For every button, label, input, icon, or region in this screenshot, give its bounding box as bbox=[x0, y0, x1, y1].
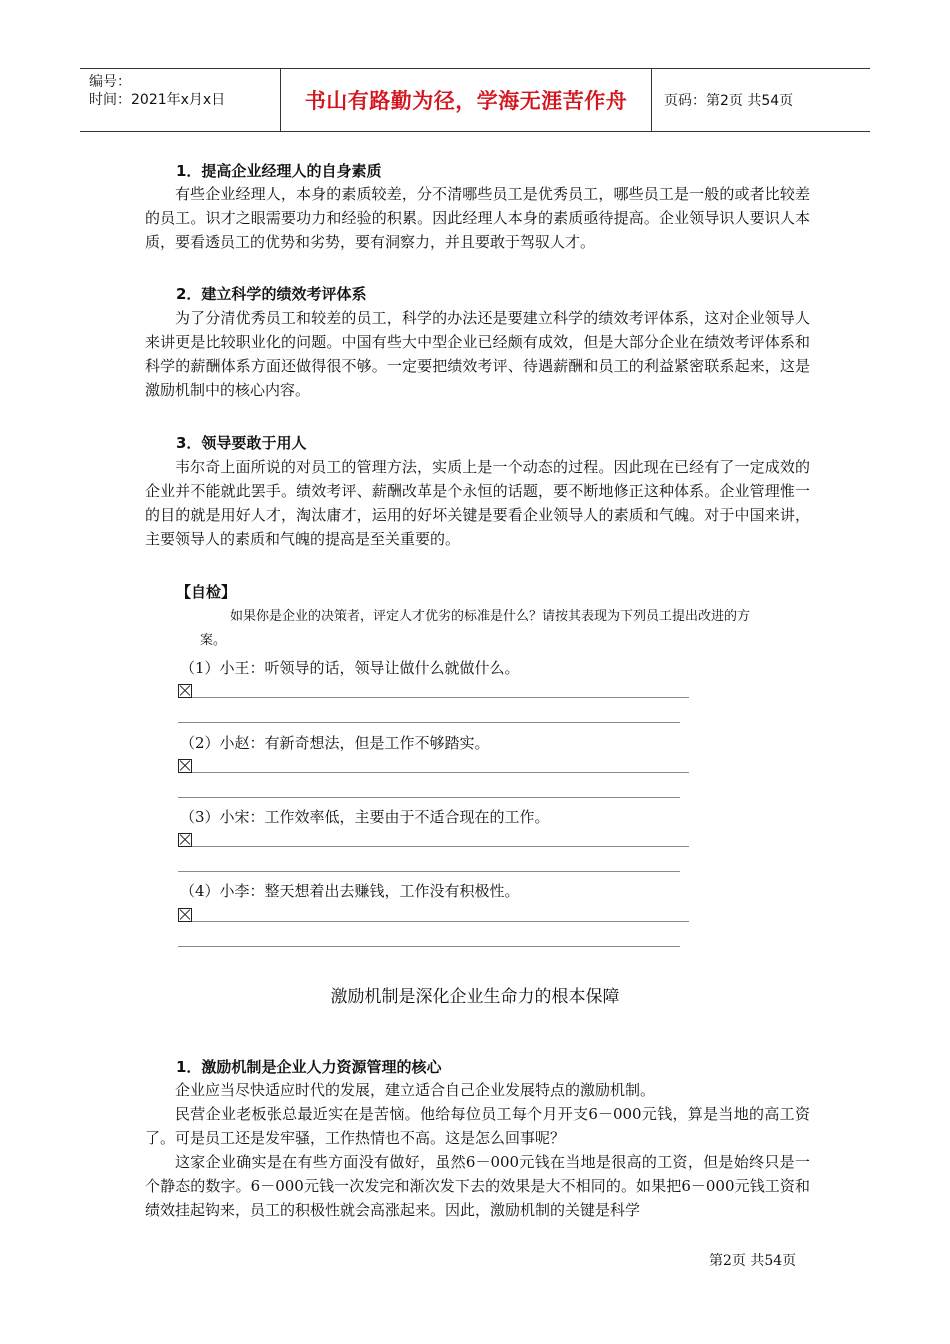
article-paragraph: 这家企业确实是在有些方面没有做好，虽然6－000元钱在当地是很高的工资，但是始终只是一个静态的数字。6－000元钱一次发完和渐次发下去的效果是大不相同的。如果把6－000元钱工资和绩效挂起钩来，员工的积极性就会高涨起来。因此，激励机制的关键是科学 bbox=[145, 1153, 810, 1219]
checkbox-icon[interactable] bbox=[178, 908, 192, 922]
answer-line[interactable] bbox=[178, 797, 680, 798]
time-label: 时间：2021年x月x日 bbox=[89, 92, 226, 108]
checkbox-icon[interactable] bbox=[178, 684, 192, 698]
self-check-item: （3）小宋：工作效率低，主要由于不适合现在的工作。 bbox=[180, 808, 550, 826]
answer-line[interactable] bbox=[178, 871, 680, 872]
article-title: 激励机制是深化企业生命力的根本保障 bbox=[330, 987, 620, 1007]
page-code: 页码：第2页 共54页 bbox=[664, 93, 794, 109]
page-footer: 第2页 共54页 bbox=[709, 1253, 797, 1269]
article-heading: 1．激励机制是企业人力资源管理的核心 bbox=[176, 1058, 442, 1076]
document-header bbox=[80, 68, 870, 132]
self-check-title: 【自检】 bbox=[176, 583, 237, 601]
answer-line[interactable] bbox=[178, 722, 680, 723]
self-check-item: （4）小李：整天想着出去赚钱，工作没有积极性。 bbox=[180, 882, 520, 900]
self-check-item: （2）小赵：有新奇想法，但是工作不够踏实。 bbox=[180, 734, 490, 752]
article-paragraph: 民营企业老板张总最近实在是苦恼。他给每位员工每个月开支6－000元钱，算是当地的高工资了。可是员工还是发牢骚，工作热情也不高。这是怎么回事呢？ bbox=[145, 1105, 810, 1147]
section-heading: 1．提高企业经理人的自身素质 bbox=[176, 162, 382, 180]
section-paragraph: 为了分清优秀员工和较差的员工，科学的办法还是要建立科学的绩效考评体系，这对企业领导人来讲更是比较职业化的问题。中国有些大中型企业已经颇有成效，但是大部分企业在绩效考评体系和科学的薪酬体系方面还做得很不够。一定要把绩效考评、待遇薪酬和员工的利益紧密联系起来，这是激励机制中的核心内容。 bbox=[145, 309, 810, 399]
answer-line[interactable] bbox=[178, 946, 680, 947]
self-check-item: （1）小王：听领导的话，领导让做什么就做什么。 bbox=[180, 659, 520, 677]
answer-line[interactable] bbox=[192, 697, 689, 698]
self-check-question: 如果你是企业的决策者，评定人才优劣的标准是什么？请按其表现为下列员工提出改进的方案。 bbox=[200, 609, 751, 648]
header-motto-cell bbox=[281, 69, 652, 131]
answer-line[interactable] bbox=[192, 921, 689, 922]
article-paragraph: 企业应当尽快适应时代的发展，建立适合自己企业发展特点的激励机制。 bbox=[175, 1081, 656, 1099]
checkbox-icon[interactable] bbox=[178, 833, 192, 847]
number-label: 编号： bbox=[89, 74, 131, 90]
motto: 书山有路勤为径，学海无涯苦作舟 bbox=[304, 89, 628, 113]
section-paragraph: 有些企业经理人，本身的素质较差，分不清哪些员工是优秀员工，哪些员工是一般的或者比较差的员工。识才之眼需要功力和经验的积累。因此经理人本身的素质亟待提高。企业领导识人要识人本质，要看透员工的优势和劣势，要有洞察力，并且要敢于驾驭人才。 bbox=[145, 185, 810, 251]
header-page-cell bbox=[652, 69, 870, 131]
section-paragraph: 韦尔奇上面所说的对员工的管理方法，实质上是一个动态的过程。因此现在已经有了一定成效的企业并不能就此罢手。绩效考评、薪酬改革是个永恒的话题，要不断地修正这种体系。企业管理惟一的目的就是用好人才，淘汰庸才，运用的好坏关键是要看企业领导人的素质和气魄。对于中国来讲，主要领导人的素质和气魄的提高是至关重要的。 bbox=[145, 458, 810, 548]
section-heading: 3．领导要敢于用人 bbox=[176, 434, 307, 452]
answer-line[interactable] bbox=[192, 846, 689, 847]
header-meta bbox=[80, 69, 281, 131]
checkbox-icon[interactable] bbox=[178, 759, 192, 773]
answer-line[interactable] bbox=[192, 772, 689, 773]
section-heading: 2．建立科学的绩效考评体系 bbox=[176, 285, 367, 303]
